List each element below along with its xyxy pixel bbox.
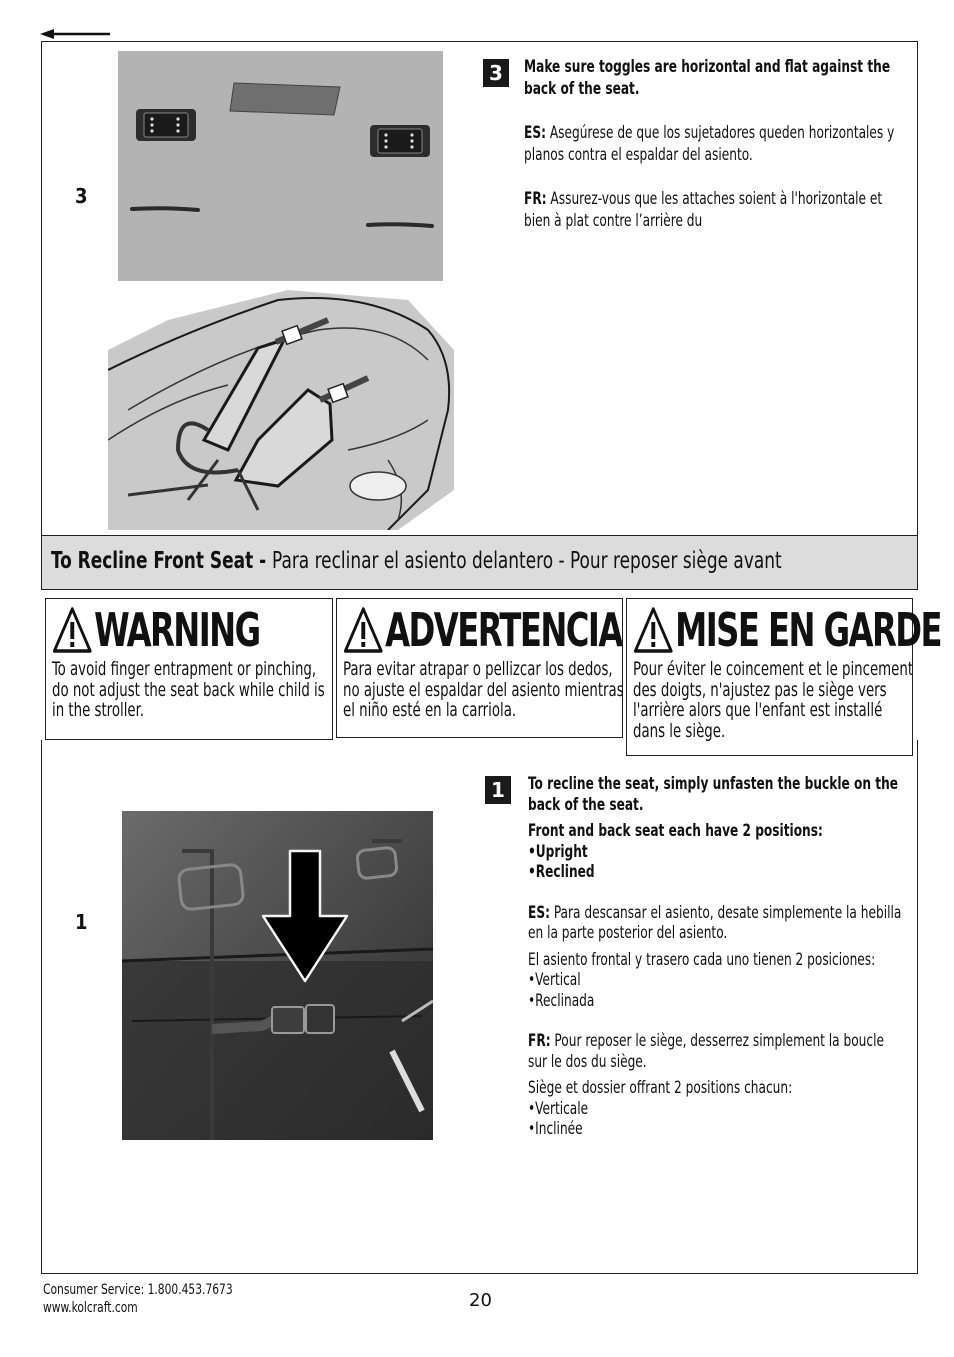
section-title-en: To Recline Front Seat - bbox=[51, 548, 273, 574]
step3-es: ES: Asegúrese de que los sujetadores queden horizontales y planos contra el espaldar del asiento. bbox=[524, 123, 895, 164]
warning-body-en: To avoid finger entrapment or pinching, do not adjust the seat back while child is in the stroller. bbox=[52, 658, 325, 721]
step3-figure-label: 3 bbox=[75, 184, 88, 208]
warning-title-fr: MISE EN GARDE bbox=[633, 601, 914, 659]
step1-fr-positions: Siège et dossier offrant 2 positions chacun: •Verticale •Inclinée bbox=[528, 1078, 793, 1138]
toggle-left-icon bbox=[136, 109, 196, 141]
step1-en-positions: Front and back seat each have 2 positions: •Upright •Reclined bbox=[528, 821, 823, 881]
step1-en: To recline the seat, simply unfasten the buckle on the back of the seat. bbox=[528, 774, 899, 814]
step1-instructions bbox=[528, 774, 905, 1140]
step1-figure-label: 1 bbox=[75, 910, 88, 934]
consumer-service-phone: Consumer Service: 1.800.453.7673 bbox=[43, 1282, 233, 1298]
toggles-photo bbox=[118, 51, 443, 281]
step3-badge: 3 bbox=[483, 59, 509, 87]
warning-body-es: Para evitar atrapar o pellizcar los dedos, no ajuste el espaldar del asiento mientras el niño esté en la carriola. bbox=[343, 658, 624, 721]
warning-triangle-icon bbox=[343, 606, 384, 654]
warning-title-es: ADVERTENCIA bbox=[343, 601, 624, 659]
buckle-photo bbox=[122, 811, 433, 1140]
step1-es-positions: El asiento frontal y trasero cada uno tienen 2 posiciones: •Vertical •Reclinada bbox=[528, 949, 876, 1010]
warning-box-es bbox=[336, 598, 623, 738]
step1-fr: FR: Pour reposer le siège, desserrez simplement la boucle sur le dos du siège. bbox=[528, 1031, 884, 1071]
toggle-right-icon bbox=[370, 125, 430, 157]
step3-instructions bbox=[524, 56, 901, 254]
step1-badge: 1 bbox=[485, 776, 511, 804]
warning-body-fr: Pour éviter le coincement et le pincement des doigts, n'ajustez pas le siège vers l'arrière alors que l'enfant est installé dans le siège. bbox=[633, 658, 914, 742]
warning-triangle-icon bbox=[633, 606, 674, 654]
section-header-recline bbox=[41, 536, 918, 590]
website-link[interactable]: www.kolcraft.com bbox=[43, 1300, 138, 1316]
footer-contact bbox=[43, 1281, 233, 1317]
step3-en: Make sure toggles are horizontal and flat against the back of the seat. bbox=[524, 57, 891, 98]
section-title-es-fr: Para reclinar el asiento delantero - Pour reposer siège avant bbox=[272, 548, 782, 574]
page-number: 20 bbox=[469, 1290, 492, 1311]
warning-title-en: WARNING bbox=[52, 601, 333, 659]
seat-back-drawing bbox=[108, 290, 454, 530]
warning-box-en bbox=[45, 598, 333, 740]
step1-es: ES: Para descansar el asiento, desate simplemente la hebilla en la parte posterior del asiento. bbox=[528, 902, 902, 942]
warning-box-fr bbox=[626, 598, 942, 756]
step3-fr: FR: Assurez-vous que les attaches soient à l'horizontale et bien à plat contre l’arrière du bbox=[524, 189, 883, 230]
warning-triangle-icon bbox=[52, 606, 93, 654]
